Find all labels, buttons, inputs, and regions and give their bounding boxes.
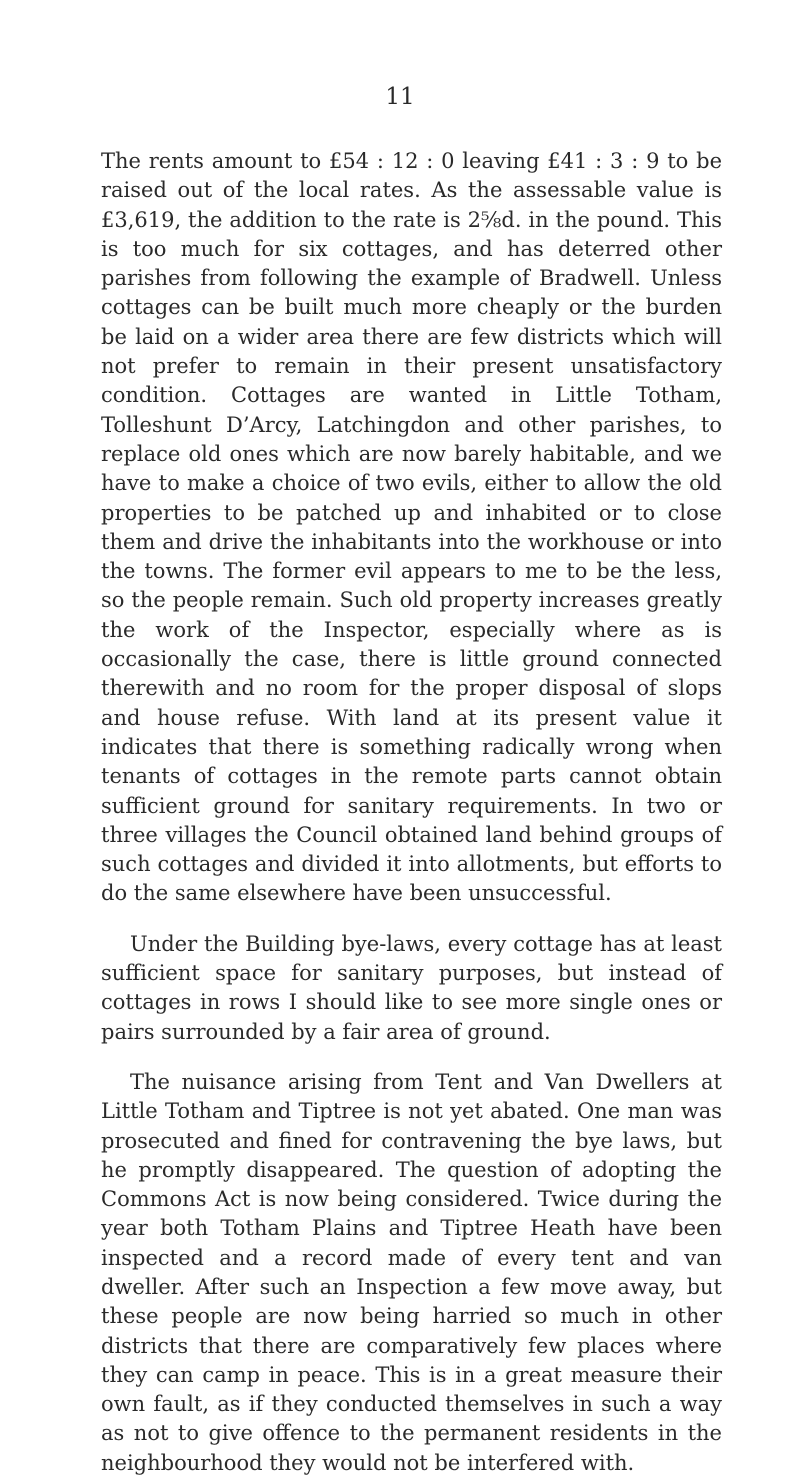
page-number: 11 [385, 84, 415, 110]
paragraph-bye-laws: Under the Building bye-laws, every cottage has at least sufficient space for sanitary purposes, but instead of cottages in rows I should like to see more single ones or pairs surrounded by a fair area of ground. [101, 931, 722, 1044]
paragraph-rents: The rents amount to £54 : 12 : 0 leaving £41 : 3 : 9 to be raised out of the local rates. As the assessable value is £3,619, the addition to the rate is 2⅝d. in the pound. This is too much for six cottages, and has deterred other parishes from following the example of Bradwell. Unless cottages can be built much more cheaply or the burden be laid on a wider area there are few districts which will not prefer to remain in their present unsatisfactory condition. Cottages are wanted in Little Totham, Tolleshunt D’Arcy, Latchingdon and other parishes, to replace old ones which are now barely habitable, and we have to make a choice of two evils, either to allow the old properties to be patched up and inhabited or to close them and drive the inhabitants into the workhouse or into the towns. The former evil appears to me to be the less, so the people remain. Such old property increases greatly the work of the Inspector, especially where as is occasionally the case, there is little ground connected therewith and no room for the proper disposal of slops and house refuse. With land at its present value it indicates that there is something radically wrong when tenants of cottages in the remote parts cannot obtain sufficient ground for sanitary requirements. In two or three villages the Council obtained land behind groups of such cottages and divided it into allotments, but efforts to do the same elsewhere have been unsuccessful. [101, 149, 722, 906]
body-text [101, 147, 722, 1478]
paragraph-tent-van-dwellers: The nuisance arising from Tent and Van Dwellers at Little Totham and Tiptree is not yet abated. One man was prosecuted and fined for contravening the bye laws, but he promptly disappeared. The question of adopting the Commons Act is now being considered. Twice during the year both Totham Plains and Tiptree Heath have been inspected and a record made of every tent and van dweller. After such an Inspection a few move away, but these people are now being harried so much in other districts that there are comparatively few places where they can camp in peace. This is in a great measure their own fault, as if they conducted themselves in such a way as not to give offence to the permanent residents in the neighbourhood they would not be interfered with. [101, 1069, 722, 1475]
